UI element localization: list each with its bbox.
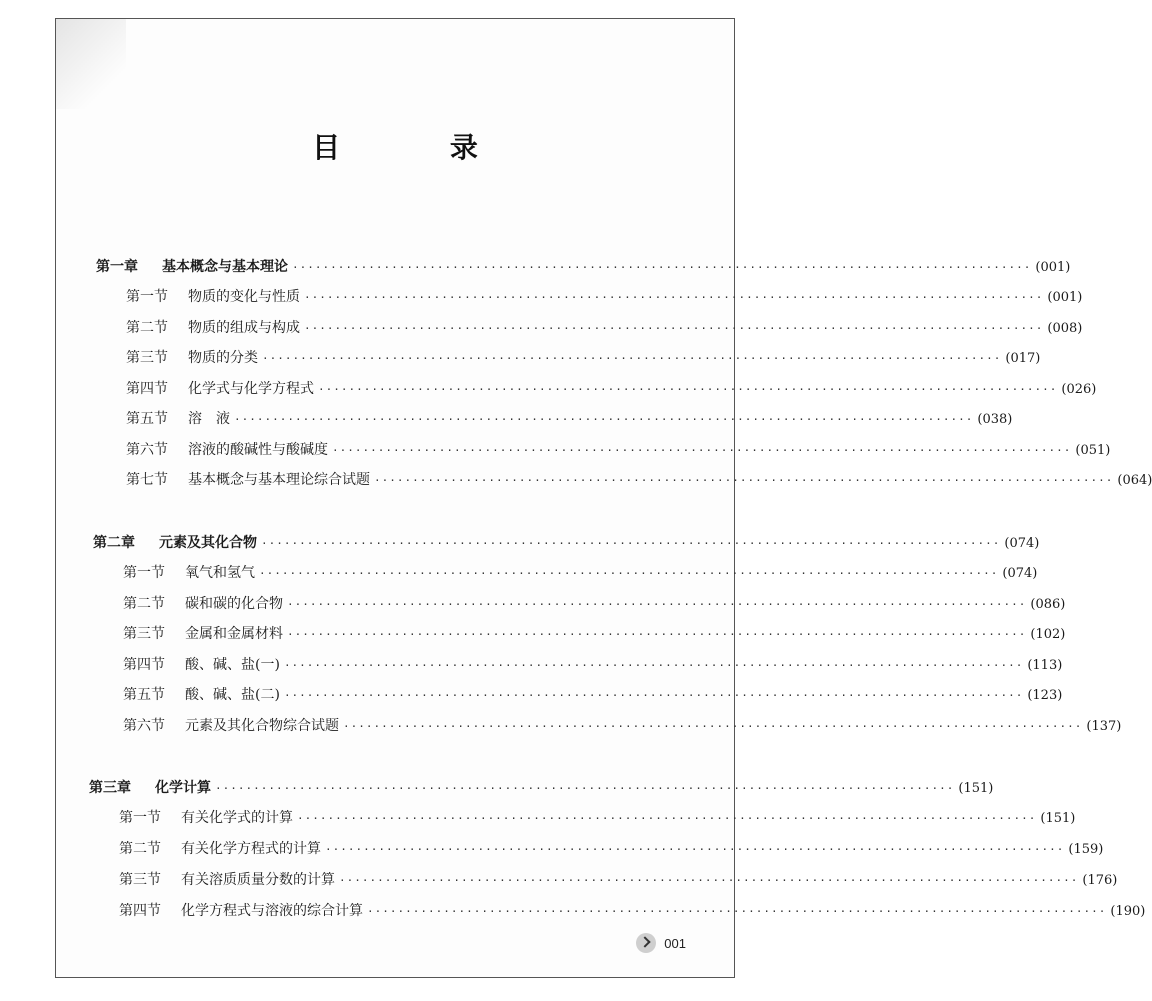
section-label: 第六节 <box>123 718 165 734</box>
page-number: (074) <box>1004 536 1040 551</box>
section-title: 基本概念与基本理论综合试题 <box>188 472 370 488</box>
page-number: (001) <box>1035 260 1071 275</box>
toc-section[interactable] <box>123 562 1038 582</box>
toc-section[interactable] <box>126 317 1083 337</box>
chapter-label: 第三章 <box>89 780 131 796</box>
page-number: (017) <box>1005 351 1041 366</box>
chevron-right-icon <box>636 933 656 953</box>
section-label: 第三节 <box>119 872 161 888</box>
toc-section[interactable] <box>123 684 1063 704</box>
section-label: 第四节 <box>119 903 161 919</box>
dot-leader: ································································································· <box>283 659 1024 672</box>
section-label: 第一节 <box>119 810 161 826</box>
page-number: (074) <box>1002 566 1038 581</box>
dot-leader: ································································································· <box>304 291 1044 304</box>
dot-leader: ································································································· <box>339 874 1079 887</box>
section-title: 化学式与化学方程式 <box>188 381 314 397</box>
section-title: 有关溶质质量分数的计算 <box>181 872 335 888</box>
dot-leader: ································································································· <box>332 444 1072 457</box>
dot-leader: ································································································· <box>297 812 1037 825</box>
section-title: 碳和碳的化合物 <box>185 596 283 612</box>
chapter-label: 第一章 <box>96 259 138 275</box>
section-label: 第四节 <box>126 381 168 397</box>
toc-section[interactable] <box>123 654 1063 674</box>
section-label: 第一节 <box>123 565 165 581</box>
section-title: 氧气和氢气 <box>185 565 255 581</box>
section-label: 第三节 <box>126 350 168 366</box>
page-number: (086) <box>1030 597 1066 612</box>
section-label: 第二节 <box>126 320 168 336</box>
dot-leader: ································································································· <box>325 843 1065 856</box>
document-page <box>55 18 1152 978</box>
section-title: 物质的分类 <box>188 350 258 366</box>
section-title: 物质的变化与性质 <box>188 289 300 305</box>
toc-chapter[interactable] <box>93 532 1040 552</box>
toc-chapter[interactable] <box>89 777 994 797</box>
page-number: (001) <box>1047 290 1083 305</box>
page-number: (064) <box>1117 473 1152 488</box>
toc-section[interactable] <box>126 439 1111 459</box>
page-number: (123) <box>1027 688 1063 703</box>
dot-leader: ································································································· <box>215 782 955 795</box>
page-number: (113) <box>1027 658 1063 673</box>
section-title: 物质的组成与构成 <box>188 320 300 336</box>
section-title: 有关化学式的计算 <box>181 810 293 826</box>
page-number: (102) <box>1030 627 1066 642</box>
dot-leader: ································································································· <box>343 720 1083 733</box>
chapter-title: 化学计算 <box>155 780 211 796</box>
dot-leader: ································································································· <box>262 352 1002 365</box>
page-number: (051) <box>1075 443 1111 458</box>
section-title: 溶 液 <box>188 411 230 427</box>
page-footer <box>636 933 686 953</box>
page-title: 目 录 <box>312 131 528 164</box>
section-label: 第二节 <box>123 596 165 612</box>
section-label: 第一节 <box>126 289 168 305</box>
toc-section[interactable] <box>126 378 1097 398</box>
section-label: 第三节 <box>123 626 165 642</box>
page-number: (176) <box>1082 873 1118 888</box>
section-title: 酸、碱、盐(二) <box>185 687 280 703</box>
dot-leader: ································································································· <box>374 474 1114 487</box>
page-number: (151) <box>958 781 994 796</box>
toc-section[interactable] <box>119 900 1146 920</box>
dot-leader: ································································································· <box>287 628 1027 641</box>
chapter-label: 第二章 <box>93 535 135 551</box>
section-label: 第五节 <box>126 411 168 427</box>
toc-section[interactable] <box>126 347 1041 367</box>
section-title: 化学方程式与溶液的综合计算 <box>181 903 363 919</box>
dot-leader: ································································································· <box>292 261 1032 274</box>
toc-section[interactable] <box>119 838 1104 858</box>
page-number: (137) <box>1086 719 1122 734</box>
dot-leader: ································································································· <box>318 383 1058 396</box>
section-title: 金属和金属材料 <box>185 626 283 642</box>
page-number: (151) <box>1040 811 1076 826</box>
section-label: 第七节 <box>126 472 168 488</box>
toc-section[interactable] <box>126 469 1152 489</box>
dot-leader: ································································································· <box>234 413 974 426</box>
section-title: 元素及其化合物综合试题 <box>185 718 339 734</box>
toc-chapter[interactable] <box>96 256 1071 276</box>
toc-section[interactable] <box>123 593 1066 613</box>
dot-leader: ································································································· <box>283 689 1024 702</box>
section-label: 第六节 <box>126 442 168 458</box>
page-number: (190) <box>1110 904 1146 919</box>
toc-section[interactable] <box>119 869 1118 889</box>
toc-section[interactable] <box>119 807 1076 827</box>
toc-section[interactable] <box>123 623 1066 643</box>
toc-section[interactable] <box>126 286 1083 306</box>
section-title: 溶液的酸碱性与酸碱度 <box>188 442 328 458</box>
page-number: (026) <box>1061 382 1097 397</box>
footer-page-number: 001 <box>664 935 686 951</box>
section-label: 第四节 <box>123 657 165 673</box>
page-number: (038) <box>977 412 1013 427</box>
dot-leader: ································································································· <box>367 905 1107 918</box>
section-title: 酸、碱、盐(一) <box>185 657 280 673</box>
dot-leader: ································································································· <box>259 567 999 580</box>
chapter-title: 元素及其化合物 <box>159 535 257 551</box>
table-of-contents <box>56 19 1152 977</box>
toc-section[interactable] <box>126 408 1013 428</box>
section-label: 第五节 <box>123 687 165 703</box>
section-label: 第二节 <box>119 841 161 857</box>
page-number: (008) <box>1047 321 1083 336</box>
section-title: 有关化学方程式的计算 <box>181 841 321 857</box>
dot-leader: ································································································· <box>287 598 1027 611</box>
toc-section[interactable] <box>123 715 1122 735</box>
dot-leader: ································································································· <box>261 537 1001 550</box>
page-number: (159) <box>1068 842 1104 857</box>
chapter-title: 基本概念与基本理论 <box>162 259 288 275</box>
dot-leader: ································································································· <box>304 322 1044 335</box>
